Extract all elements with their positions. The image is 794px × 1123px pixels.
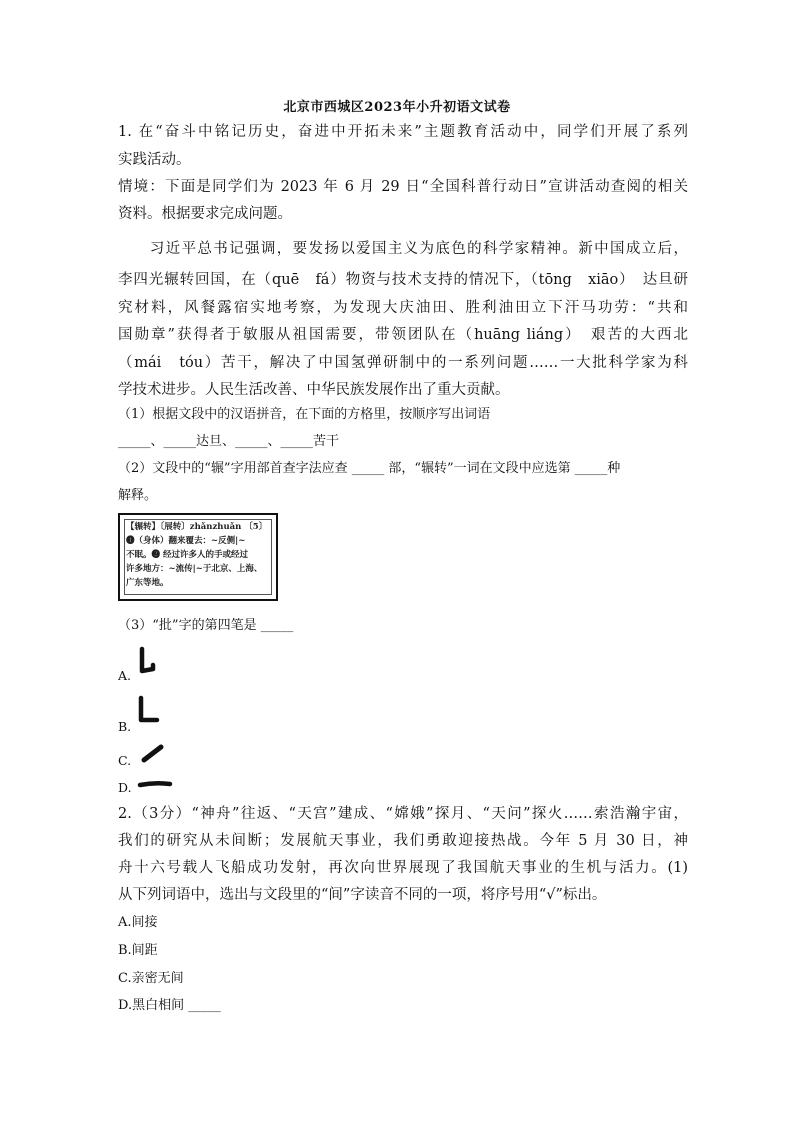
q2-line-1: 2.（3分）“神舟”往返、“天宫”建成、“嫦娥”探月、“天问”探火……索浩瀚宇宙， [118, 806, 688, 822]
q2-line-3: 舟十六号载人飞船成功发射，再次向世界展现了我国航天事业的生机与活力。(1) [118, 860, 688, 876]
passage-line-6: 学技术进步。人民生活改善、中华民族发展作出了重大贡献。 [118, 382, 510, 398]
passage-line-1: 习近平总书记强调，要发扬以爱国主义为底色的科学家精神。新中国成立后， [118, 241, 688, 257]
stroke-vertical-hook-icon [135, 646, 159, 678]
dict-line: 不眠。❷ 经过许多人的手或经过 [126, 550, 248, 560]
dict-line: 【辗转】〔展转〕zhǎnzhuǎn 〔5〕 [126, 522, 268, 532]
exam-title: 北京市西城区2023年小升初语文试卷 [283, 100, 511, 115]
q1-sub2-line-2: 解释。 [118, 488, 158, 503]
stroke-vertical-bend-icon [135, 695, 161, 727]
q1-sub3-prompt: （3）“批”字的第四笔是 _____ [118, 618, 294, 633]
dict-line: ❶（身体）翻来覆去：~反侧|~ [126, 536, 246, 546]
q1-sub1-prompt: （1）根据文段中的汉语拼音，在下面的方格里，按顺序写出词语 [118, 407, 491, 422]
q2-option-d: D.黑白相间 _____ [118, 998, 221, 1013]
q2-option-a: A.间接 [118, 915, 158, 930]
dict-line: 许多地方：~流传|~于北京、上海、 [126, 564, 263, 574]
q1-sub1-blanks: _____、_____达旦、_____、_____苦干 [118, 434, 340, 449]
dictionary-entry-image [118, 513, 278, 601]
q1-context-line-1: 情境：下面是同学们为 2023 年 6 月 29 日“全国科普行动日”宣讲活动查阅的相关 [118, 179, 688, 195]
q2-line-4: 从下列词语中，选出与文段里的“间”字读音不同的一项，将序号用“√”标出。 [118, 887, 607, 903]
passage-line-5: （mái tóu）苦干，解决了中国氢弹研制中的一系列问题……一大批科学家为科 [118, 355, 688, 371]
q2-option-b: B.间距 [118, 943, 158, 958]
dict-line: 广东等地。 [126, 578, 169, 588]
stroke-horizontal-icon [137, 776, 173, 794]
q1-sub2-line-1: （2）文段中的“辗”字用部首查字法应查 _____ 部，“辗转”一词在文段中应选第 _____种 [118, 461, 621, 476]
passage-line-4: 国勋章”获得者于敏服从祖国需要，带领团队在（huāng liáng） 艰苦的大西北 [118, 327, 688, 343]
passage-line-3: 究材料，风餐露宿实地考察，为发现大庆油田、胜利油田立下汗马功劳：“共和 [118, 300, 688, 316]
q2-option-c: C.亲密无间 [118, 971, 184, 986]
option-c-label: C. [118, 753, 132, 768]
stroke-rising-icon [140, 742, 166, 764]
q2-line-2: 我们的研究从未间断；发展航天事业，我们勇敢迎接热战。今年 5 月 30 日，神 [118, 833, 688, 849]
passage-line-2: 李四光辗转回国，在（quē fá）物资与技术支持的情况下，（tōng xiāo） 达旦研 [118, 272, 688, 288]
option-b-label: B. [118, 719, 132, 734]
option-d-label: D. [118, 780, 132, 795]
q1-line-2: 实践活动。 [118, 152, 191, 168]
q1-line-1: 1. 在“奋斗中铭记历史，奋进中开拓未来”主题教育活动中，同学们开展了系列 [118, 124, 688, 140]
q1-context-line-2: 资料。根据要求完成问题。 [118, 206, 292, 222]
option-a-label: A. [118, 668, 132, 683]
